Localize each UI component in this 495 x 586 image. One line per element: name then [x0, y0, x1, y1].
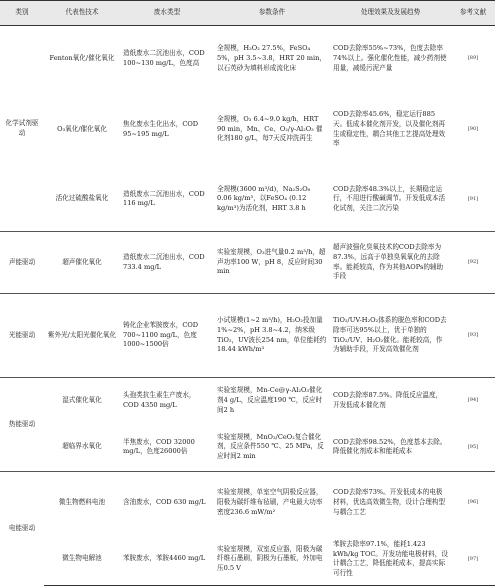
table-row: [0, 26, 495, 92]
effect-cell: TiO₂/UV-H₂O₂体系的脱色率和COD去除率可达95%以上，优于单独的TiO₂/UV、H₂O₂催化。能耗较高，作为辅助手段，开发高效催化剂: [330, 294, 451, 378]
parameters-cell: 全规模，H₂O₂ 27.5%，FeSO₄ 5%，pH 3.5~3.8，HRT 20 min，以石英砂为填料形成流化床: [214, 26, 330, 92]
technology-cell: Fenton氧化/催化氧化: [44, 26, 120, 92]
technology-cell: 超临界水氧化: [62, 442, 102, 451]
effect-cell: 苯胺去除率97.1%，能耗1.423 kWh/kg TOC。开发功能电极材料，设计耦合工艺，降低能耗成本，提高实际可行性: [330, 534, 451, 586]
technology-cell: 紫外光/太阳光催化氧化: [44, 294, 120, 378]
table-row: [0, 424, 495, 472]
table-row: [0, 232, 495, 294]
header-parameters: 参数条件: [214, 1, 330, 26]
category-cell: 化学试剂驱动: [0, 26, 44, 232]
technology-cell: 超声催化氧化: [44, 232, 120, 294]
category-cell: 热能驱动: [0, 378, 44, 472]
header-category: 类别: [0, 1, 44, 26]
parameters-cell: 小试规模(1~2 m³/h)，H₂O₂投加量1%~2%，pH 3.8~4.2，纳米级TiO₂，UV波长254 nm，单位能耗约18.44 kWh/m³: [214, 294, 330, 378]
technology-cell: 活化过硫酸盐氧化: [55, 194, 109, 203]
wastewater-cell: 头孢类抗生素生产废水，COD 4350 mg/L: [120, 378, 214, 424]
category-cell: 声能驱动: [0, 232, 44, 294]
reference-cell: [93]: [451, 294, 495, 378]
table-row: [0, 378, 495, 424]
parameters-cell: 实验室规模，单室空气阴极反应器，阳极为碳纤维布毡刷，产电最大功率密度236.6 mW/m²: [214, 472, 330, 534]
header-reference: 参考文献: [451, 1, 495, 26]
effect-cell: COD去除率87.5%。降低反应温度，开发低成本催化剂: [330, 378, 451, 424]
header-wastewater: 废水类型: [120, 1, 214, 26]
effect-cell: COD去除率45.6%，稳定运行885天。低成本催化剂开发，以及催化剂再生或稳定性，耦合其他工艺提高处理效率: [333, 110, 446, 148]
category-cell: 电能驱动: [0, 472, 44, 586]
wastewater-cell: 含油废水，COD 630 mg/L: [120, 472, 214, 534]
table-row: [0, 294, 495, 378]
effect-cell: COD去除率98.52%，色度基本去除。降低催化剂成本和能耗成本: [333, 437, 447, 456]
table-row: [0, 472, 495, 534]
effect-cell: COD去除率73%。开发低成本的电极材料，优选高效微生物，设计合理构型与耦合工艺: [330, 472, 451, 534]
reference-cell: [92]: [451, 232, 495, 294]
reference-cell: [89]: [451, 26, 495, 92]
reference-cell: [91]: [467, 195, 479, 202]
header-effect: 处理效果及发展趋势: [330, 1, 451, 26]
parameters-cell: 实验室规模，O₃进气量0.2 m³/h，超声功率100 W，pH 8，反应时间30 min: [214, 232, 330, 294]
parameters-cell: 实验室规模，Mn-Ce@γ-Al₂O₃催化剂4 g/L，反应温度190 ℃，反应时间2 h: [214, 378, 330, 424]
parameters-cell: 实验室规模，双室反应器，阳极为碳纤维石墨刷，阴极为石墨板，外加电压0.5 V: [214, 534, 330, 586]
wastewater-cell: 半焦废水，COD 32000 mg/L，色度26000倍: [123, 437, 195, 456]
wastewater-cell: 造纸废水二沉池出水，COD 733.4 mg/L: [120, 232, 214, 294]
reference-cell: [94]: [451, 378, 495, 424]
header-technology: 代表性技术: [44, 1, 120, 26]
reference-cell: [97]: [451, 534, 495, 586]
effect-cell: COD去除率55%~73%，色度去除率74%以上。强化催化性能，减少药剂使用量，减缓污泥产量: [330, 26, 451, 92]
reference-cell: [96]: [451, 472, 495, 534]
wastewater-cell: 焦化废水生化出水，COD 95~195 mg/L: [123, 119, 199, 138]
effect-cell: COD去除率48.3%以上，长期稳定运行，不用进行酸碱调节。开发低成本活化试剂，关注二次污染: [333, 184, 446, 213]
table-row: [0, 92, 495, 168]
category-cell: 光能驱动: [0, 294, 44, 378]
wastewater-cell: 造纸废水二沉池出水，COD 100~130 mg/L，色度高: [120, 26, 214, 92]
wastewater-cell: 苯胺废水，苯胺4460 mg/L: [120, 534, 214, 586]
table-row: [0, 168, 495, 232]
technology-cell: 微生物燃料电池: [44, 472, 120, 534]
wastewater-cell: 造纸废水二沉池出水，COD 116 mg/L: [123, 189, 205, 208]
table-row: [0, 534, 495, 586]
effect-cell: 超声波强化臭氧技术的COD去除率为87.3%，远高于单独臭氧氧化的去除率。能耗较高，作为其他AOPs的辅助手段: [330, 232, 451, 294]
parameters-cell: 全规模(3600 m³/d)，Na₂S₂O₈ 0.06 kg/m³，以FeSO₄ (0.12 kg/m³)为活化剂，HRT 3.8 h: [217, 184, 311, 213]
parameters-cell: 实验室规模，MnO₂/CeO₂复合催化剂，反应条件550 ℃、25 MPa，反应时间2 min: [217, 432, 324, 461]
header-row: [0, 1, 495, 26]
parameters-cell: 全规模，O₃ 6.4~9.0 kg/h，HRT 90 min，Mn、Ce、O₂/γ-Al₂O₃ 催化剂180 g/L，每7天反冲洗再生: [217, 115, 323, 143]
reference-cell: [95]: [467, 443, 479, 450]
technology-cell: O₃氧化/催化氧化: [57, 124, 107, 133]
wastewater-cell: 铸化企业苯胺废水，COD 700~1100 mg/L，色度1000~1500倍: [120, 294, 214, 378]
technology-cell: 微生物电解池: [44, 534, 120, 586]
reference-cell: [90]: [467, 125, 479, 132]
technology-cell: 湿式催化氧化: [44, 378, 120, 424]
